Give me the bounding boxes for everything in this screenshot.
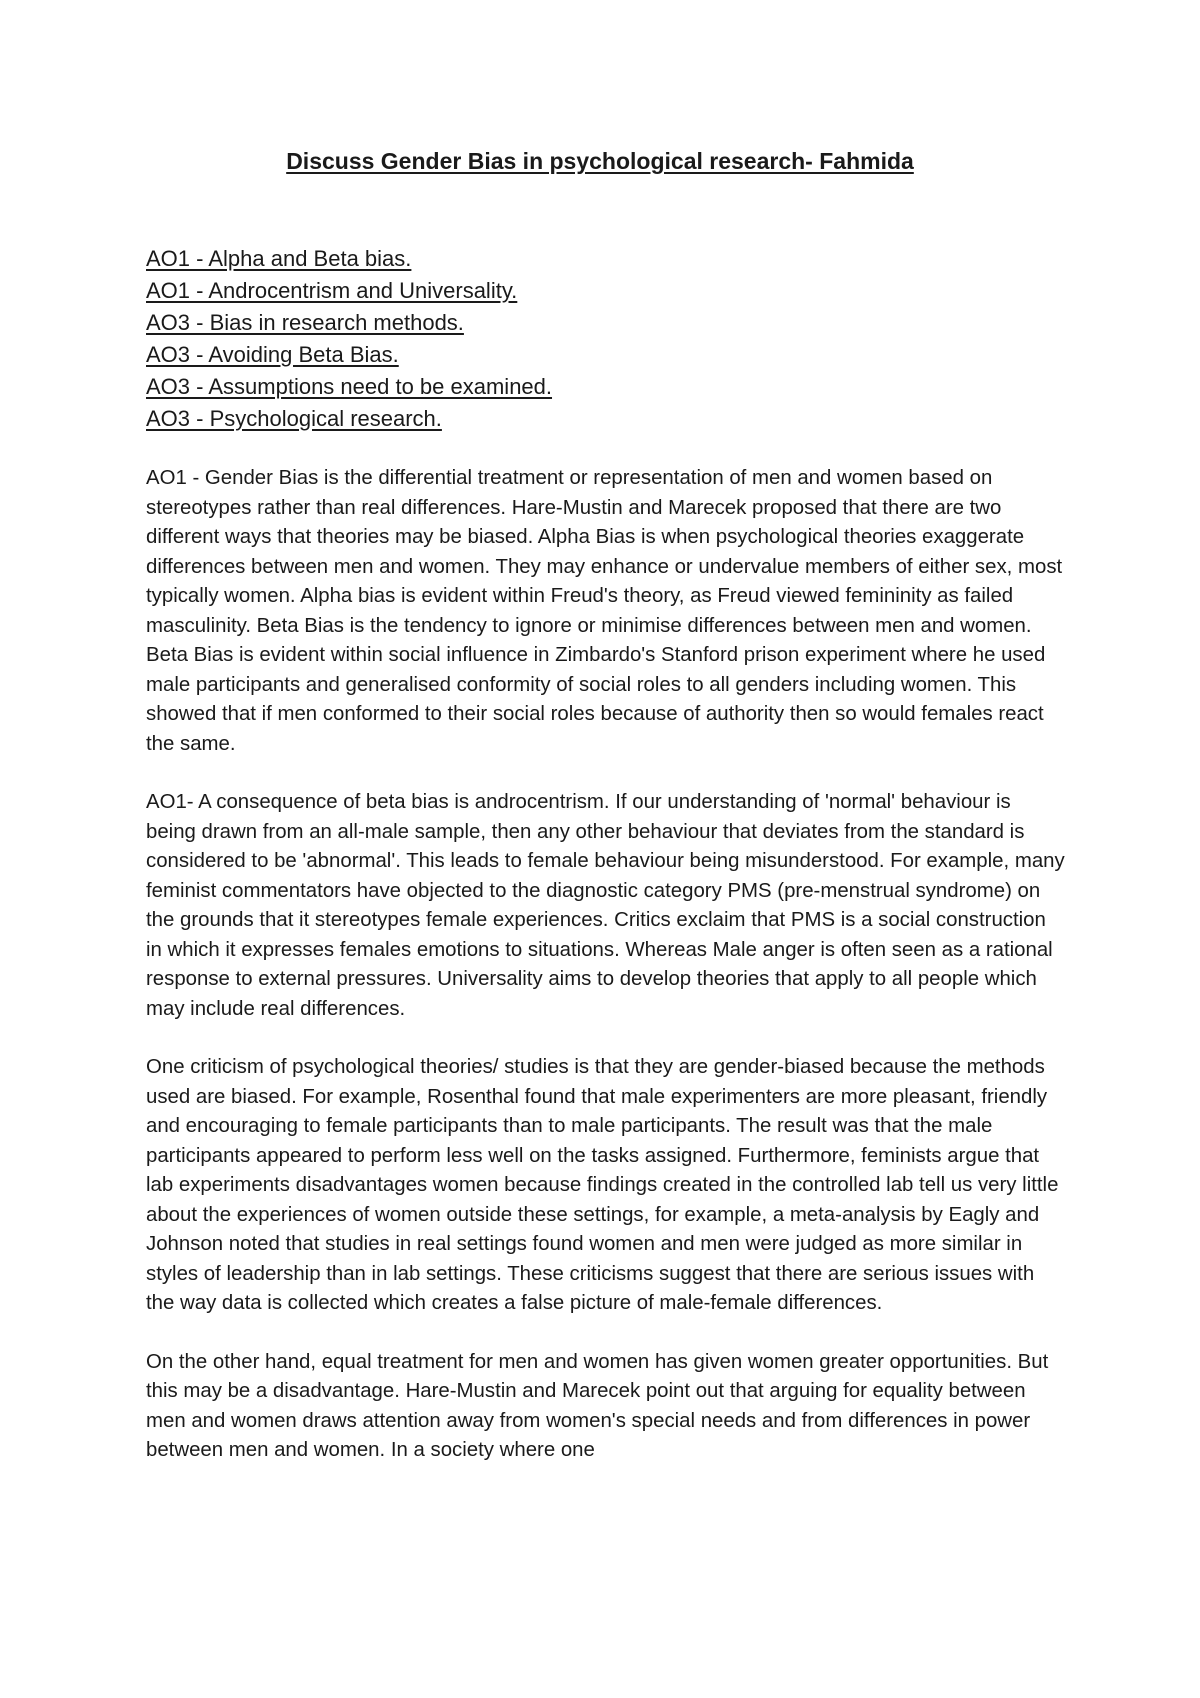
outline-item: AO1 - Alpha and Beta bias. [146,246,412,271]
outline-item: AO3 - Avoiding Beta Bias. [146,342,399,367]
paragraph-research-methods: One criticism of psychological theories/ studies is that they are gender-biased because the methods used are biased. For example, Rosenthal found that male experimenters are more pleasant, friendly and encouraging to female participants than to male participants. The result was that the male participants appeared to perform less well on the tasks assigned. Furthermore, feminists argue that lab experiments disadvantages women because findings created in the controlled lab tell us very little about the experiences of women outside these settings, for example, a meta-analysis by Eagly and Johnson noted that studies in real settings found women and men were judged as more similar in styles of leadership than in lab settings. These criticisms suggest that there are serious issues with the way data is collected which creates a false picture of male-female differences. [146,1056,1059,1314]
outline-item: AO3 - Bias in research methods. [146,310,464,335]
essay-body [146,464,1066,1495]
paragraph-alpha-beta-bias: AO1 - Gender Bias is the differential treatment or representation of men and women based on stereotypes rather than real differences. Hare-Mustin and Marecek proposed that there are two different ways that theories may be biased. Alpha Bias is when psychological theories exaggerate differences between men and women. They may enhance or undervalue members of either sex, most typically women. Alpha bias is evident within Freud's theory, as Freud viewed femininity as failed masculinity. Beta Bias is the tendency to ignore or minimise differences between men and women. Beta Bias is evident within social influence in Zimbardo's Stanford prison experiment where he used male participants and generalised conformity of social roles to all genders including women. This showed that if men conformed to their social roles because of authority then so would females react the same. [146,467,1063,755]
essay-outline [146,243,552,435]
paragraph-equal-treatment: On the other hand, equal treatment for men and women has given women greater opportunities. But this may be a disadvantage. Hare-Mustin and Marecek point out that arguing for equality between men and women draws attention away from women's special needs and from differences in power between men and women. In a society where one [146,1350,1049,1461]
document-title: Discuss Gender Bias in psychological research- Fahmida [286,148,914,174]
outline-item: AO1 - Androcentrism and Universality. [146,278,518,303]
outline-item: AO3 - Psychological research. [146,406,442,431]
outline-item: AO3 - Assumptions need to be examined. [146,374,553,399]
paragraph-androcentrism: AO1- A consequence of beta bias is androcentrism. If our understanding of 'normal' behaviour is being drawn from an all-male sample, then any other behaviour that deviates from the standard is considered to be 'abnormal'. This leads to female behaviour being misunderstood. For example, many feminist commentators have objected to the diagnostic category PMS (pre-menstrual syndrome) on the grounds that it stereotypes female experiences. Critics exclaim that PMS is a social construction in which it expresses females emotions to situations. Whereas Male anger is often seen as a rational response to external pressures. Universality aims to develop theories that apply to all people which may include real differences. [146,791,1065,1020]
